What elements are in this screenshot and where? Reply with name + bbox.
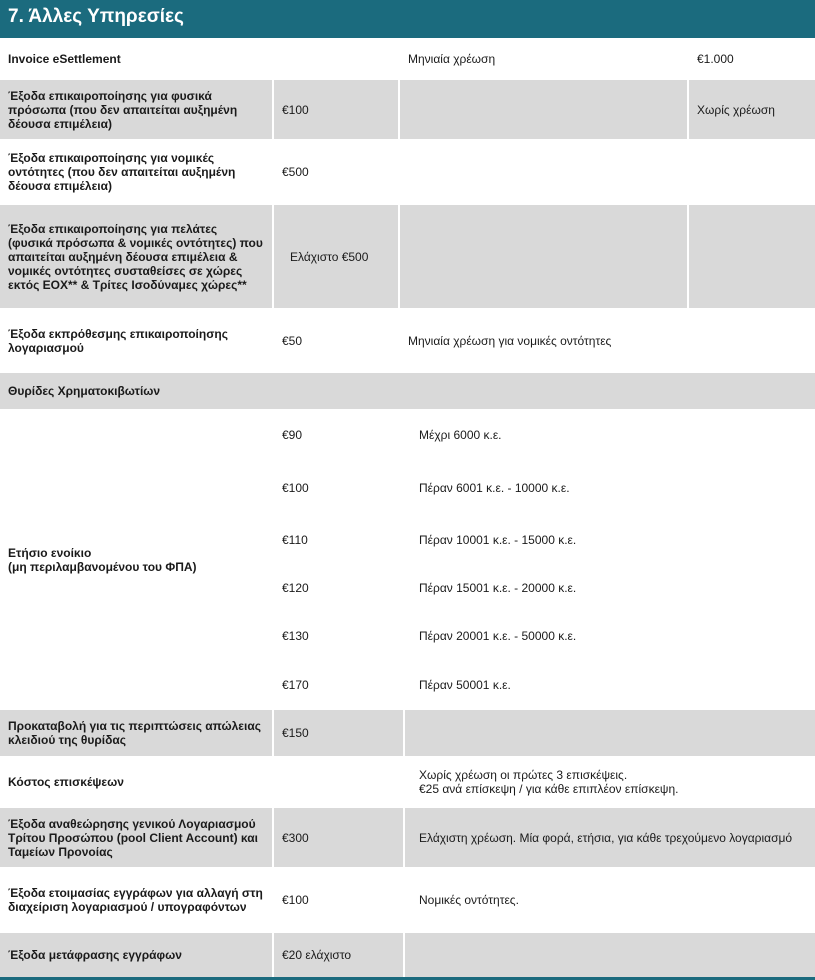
tier-size: Μέχρι 6000 κ.ε. — [419, 428, 502, 442]
natural-label: Έξοδα επικαιροποίησης για φυσικά πρόσωπα (που δεν απαιτείται αυξημένη δέουσα επιμέλεια) — [8, 88, 238, 131]
pool-label-cell — [0, 808, 272, 867]
invoice-label-cell — [0, 40, 272, 78]
tier-price-cell — [274, 461, 403, 514]
natural-note: Χωρίς χρέωση — [697, 102, 775, 117]
natural-desc-cell — [400, 80, 687, 139]
tier-price: €120 — [282, 581, 309, 595]
legal-note-cell — [689, 141, 815, 203]
tier-price: €110 — [282, 532, 308, 547]
rent-label: Ετήσιο ενοίκιο (μη περιλαμβανομένου του ΦΠΑ) — [8, 545, 197, 574]
pool-price-cell — [274, 808, 403, 867]
visits-desc-cell — [405, 758, 815, 806]
tier-price: €90 — [282, 428, 303, 442]
tier-price-cell — [274, 613, 403, 659]
visits-label-cell — [0, 758, 403, 806]
keyloss-desc-cell — [405, 710, 815, 756]
translation-price: €20 ελάχιστο — [282, 948, 352, 962]
safebox-section-row — [0, 373, 815, 409]
pool-label: Έξοδα αναθεώρησης γενικού Λογαριασμού Τρίτου Προσώπου (pool Client Account) και Ταμείων Προνοίας — [8, 816, 258, 859]
legal-price: €500 — [282, 165, 309, 179]
tier-price: €130 — [282, 629, 309, 643]
tier-price-cell — [274, 565, 403, 611]
docs-price: €100 — [282, 893, 309, 907]
natural-label-cell — [0, 80, 272, 139]
natural-price-cell — [274, 80, 398, 139]
invoice-value: €1.000 — [697, 52, 734, 66]
keyloss-label-cell — [0, 710, 272, 756]
invoice-value-cell — [689, 40, 815, 78]
invoice-label: Invoice eSettlement — [8, 52, 121, 66]
tier-size-cell — [405, 516, 815, 563]
tier-size: Πέραν 50001 κ.ε. — [419, 677, 511, 692]
enhanced-price: Ελάχιστο €500 — [290, 249, 369, 264]
tier-price: €100 — [282, 480, 309, 495]
delay-note-cell — [689, 310, 815, 371]
tier-size-cell — [405, 565, 815, 611]
docs-desc-cell — [405, 869, 815, 931]
tier-size: Πέραν 10001 κ.ε. - 15000 κ.ε. — [419, 532, 577, 547]
visits-desc: Χωρίς χρέωση οι πρώτες 3 επισκέψεις. €25 ανά επίσκεψη / για κάθε επιπλέον επίσκεψη. — [419, 768, 679, 796]
delay-price: €50 — [282, 333, 303, 348]
tier-price-cell — [274, 411, 403, 459]
keyloss-price-cell — [274, 710, 403, 756]
tier-size-cell — [405, 461, 815, 514]
invoice-price-cell — [274, 40, 398, 78]
invoice-desc: Μηνιαία χρέωση — [408, 52, 496, 66]
tier-price-cell — [274, 516, 403, 563]
rent-label-cell — [0, 411, 272, 708]
safebox-section-title: Θυρίδες Χρηματοκιβωτίων — [8, 384, 161, 398]
tier-size: Πέραν 6001 κ.ε. - 10000 κ.ε. — [419, 480, 570, 495]
tier-price-cell — [274, 661, 403, 708]
tier-size: Πέραν 20001 κ.ε. - 50000 κ.ε. — [419, 629, 577, 643]
translation-label-cell — [0, 933, 272, 977]
translation-desc-cell — [405, 933, 815, 977]
pool-price: €300 — [282, 830, 309, 845]
docs-label: Έξοδα ετοιμασίας εγγράφων για αλλαγή στη διαχείριση λογαριασμού / υπογραφόντων — [8, 886, 263, 914]
keyloss-label: Προκαταβολή για τις περιπτώσεις απώλειας κλειδιού της θυρίδας — [8, 719, 261, 747]
keyloss-price: €150 — [282, 726, 309, 740]
delay-price-cell — [274, 310, 398, 371]
delay-desc-cell — [400, 310, 687, 371]
tier-price: €170 — [282, 677, 309, 692]
tier-size: Πέραν 15001 κ.ε. - 20000 κ.ε. — [419, 581, 577, 595]
docs-desc: Νομικές οντότητες. — [419, 893, 519, 907]
legal-desc-cell — [400, 141, 687, 203]
translation-label: Έξοδα μετάφρασης εγγράφων — [8, 948, 182, 962]
legal-label: Έξοδα επικαιροποίησης για νομικές οντότητες (που δεν απαιτείται αυξημένη δέουσα επιμέλεια) — [8, 151, 236, 193]
natural-price: €100 — [282, 102, 309, 117]
section-title: 7. Άλλες Υπηρεσίες — [8, 6, 184, 27]
enhanced-note-cell — [689, 205, 815, 308]
natural-note-cell — [689, 80, 815, 139]
pool-desc-cell — [405, 808, 815, 867]
pool-desc: Ελάχιστη χρέωση. Μία φορά, ετήσια, για κάθε τρεχούμενο λογαριασμό — [419, 830, 793, 845]
invoice-desc-cell — [400, 40, 687, 78]
legal-price-cell — [274, 141, 398, 203]
enhanced-label: Έξοδα επικαιροποίησης για πελάτες (φυσικά πρόσωπα & νομικές οντότητες) που απαιτείται αυξημένη δέουσα επιμέλεια & νομικές οντότητες συσταθείσες σε χώρες εκτός ΕΟΧ** & Τρίτες Ισοδύναμες χώρες** — [8, 221, 263, 292]
enhanced-price-cell — [274, 205, 398, 308]
enhanced-desc-cell — [400, 205, 687, 308]
tier-size-cell — [405, 661, 815, 708]
docs-price-cell — [274, 869, 403, 931]
visits-label: Κόστος επισκέψεων — [8, 775, 124, 789]
tier-size-cell — [405, 411, 815, 459]
docs-label-cell — [0, 869, 272, 931]
delay-label-cell — [0, 310, 272, 371]
legal-label-cell — [0, 141, 272, 203]
delay-label: Έξοδα εκπρόθεσμης επικαιροποίησης λογαριασμού — [8, 326, 228, 355]
section-header — [0, 0, 815, 38]
delay-desc: Μηνιαία χρέωση για νομικές οντότητες — [408, 333, 612, 348]
translation-price-cell — [274, 933, 403, 977]
enhanced-label-cell — [0, 205, 272, 308]
tier-size-cell — [405, 613, 815, 659]
